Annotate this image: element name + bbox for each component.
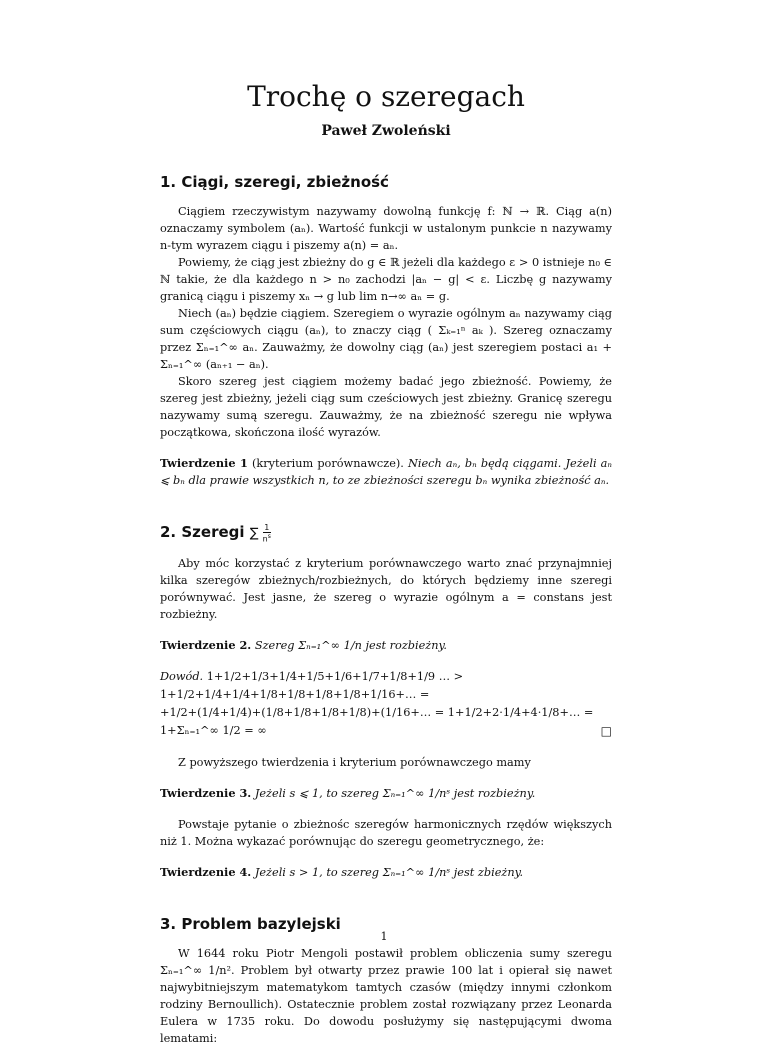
qed-symbol: □ — [600, 724, 612, 739]
page-number: 1 — [380, 930, 388, 943]
section-1-heading: 1. Ciągi, szeregi, zbieżność — [160, 173, 389, 191]
theorem-1-note: (kryterium porównawcze). — [251, 457, 404, 470]
section-2-paragraph-1: Aby móc korzystać z kryterium porównawczego warto znać przynajmniej kilka szeregów zbieżnych/rozbieżnych, do których będziemy inne szeregi porównywać. Jest jasne, że szereg o wyrazie ogólnym a = constans jest rozbieżny. — [160, 557, 612, 622]
theorem-3 — [160, 785, 612, 802]
theorem-4 — [160, 864, 612, 881]
heading-fraction: $\frac{1}{n^s}$ — [262, 522, 271, 544]
section-1-paragraph-3: Niech (aₙ) będzie ciągiem. Szeregiem o wyrazie ogólnym aₙ nazywamy ciąg sum częściowych ciągu (aₙ), to znaczy ciąg ( Σₖ₌₁ⁿ aₖ ). Szereg oznaczamy przez Σₙ₌₁^∞ aₙ. Zauważmy, że dowolny ciąg (aₙ) jest szeregiem postaci a₁ + Σₙ₌₁^∞ (aₙ₊₁ − aₙ). — [160, 307, 612, 371]
section-1-paragraph-4: Skoro szereg jest ciągiem możemy badać jego zbieżność. Powiemy, że szereg jest zbieżny, jeżeli ciąg sum cześciowych jest zbieżny. Granicę szeregu nazywamy sumą szeregu. Zauważmy, że na zbieżność szeregu nie wpływa początkowa, skończona ilość wyrazów. — [160, 375, 612, 439]
theorem-3-label: Twierdzenie 3. — [160, 786, 252, 801]
section-2-paragraph-3: Powstaje pytanie o zbieżnośc szeregów harmonicznych rzędów większych niż 1. Można wykazać porównując do szeregu geometrycznego, że: — [160, 818, 612, 849]
paper-author: Paweł Zwoleński — [321, 123, 451, 139]
proof-line-2: +1/2+(1/4+1/4)+(1/8+1/8+1/8+1/8)+(1/16+… = 1+1/2+2·1/4+4·1/8+… = 1+Σₙ₌₁^∞ 1/2 = ∞ — [160, 706, 594, 738]
proof-line-1: 1+1/2+1/3+1/4+1/5+1/6+1/7+1/8+1/9 … > 1+1/2+1/4+1/4+1/8+1/8+1/8+1/8+1/16+… = — [160, 670, 464, 702]
section-3-paragraph-1: W 1644 roku Piotr Mengoli postawił problem obliczenia sumy szeregu Σₙ₌₁^∞ 1/n². Problem był otwarty przez prawie 100 lat i opierał się nawet najwybitniejszym matematykom tamtych czasów (między innymi członkom rodziny Bernoullich). Ostatecznie problem został rozwiązany przez Leonarda Eulera w 1735 roku. Do dowodu posłużymy się następującymi dwoma lematami: — [160, 947, 612, 1046]
theorem-3-text: Jeżeli s ⩽ 1, to szereg Σₙ₌₁^∞ 1/nˢ jest rozbieżny. — [254, 787, 536, 801]
theorem-4-text: Jeżeli s > 1, to szereg Σₙ₌₁^∞ 1/nˢ jest zbieżny. — [254, 866, 524, 880]
section-1-paragraph-1: Ciągiem rzeczywistym nazywamy dowolną funkcję f: ℕ → ℝ. Ciąg a(n) oznaczamy symbolem (aₙ). Wartość funkcji w ustalonym punkcie n nazywamy n-tym wyrazem ciągu i piszemy a(n) = aₙ. — [160, 205, 612, 252]
theorem-1-text: Niech aₙ, bₙ będą ciągami. Jeżeli aₙ ⩽ bₙ dla prawie wszystkich n, to ze zbieżności szeregu bₙ wynika zbieżność aₙ. — [160, 457, 613, 487]
section-2-heading — [160, 523, 612, 543]
theorem-1-label: Twierdzenie 1 — [160, 456, 248, 470]
proof-block — [160, 668, 612, 740]
theorem-2-text: Szereg Σₙ₌₁^∞ 1/n jest rozbieżny. — [254, 639, 448, 653]
section-2-heading-formula: ∑ $\frac{1}{n^s}$ — [249, 522, 271, 544]
theorem-1 — [160, 455, 612, 489]
theorem-2-label: Twierdzenie 2. — [160, 638, 252, 653]
section-2-heading-text: 2. Szeregi — [160, 523, 245, 541]
theorem-4-label: Twierdzenie 4. — [160, 865, 252, 880]
paper-page — [160, 70, 612, 1047]
proof-label: Dowód. — [160, 670, 204, 684]
paper-title: Trochę o szeregach — [247, 80, 525, 113]
section-2-paragraph-2: Z powyższego twierdzenia i kryterium porównawczego mamy — [178, 756, 531, 770]
section-3-heading: 3. Problem bazylejski — [160, 915, 341, 934]
section-1-paragraph-2: Powiemy, że ciąg jest zbieżny do g ∈ ℝ jeżeli dla każdego ε > 0 istnieje n₀ ∈ ℕ takie, że dla każdego n > n₀ zachodzi |aₙ − g| < ε. Liczbę g nazywamy granicą ciągu i piszemy xₙ → g lub lim n→∞ aₙ = g. — [160, 256, 612, 303]
theorem-2 — [160, 637, 612, 654]
